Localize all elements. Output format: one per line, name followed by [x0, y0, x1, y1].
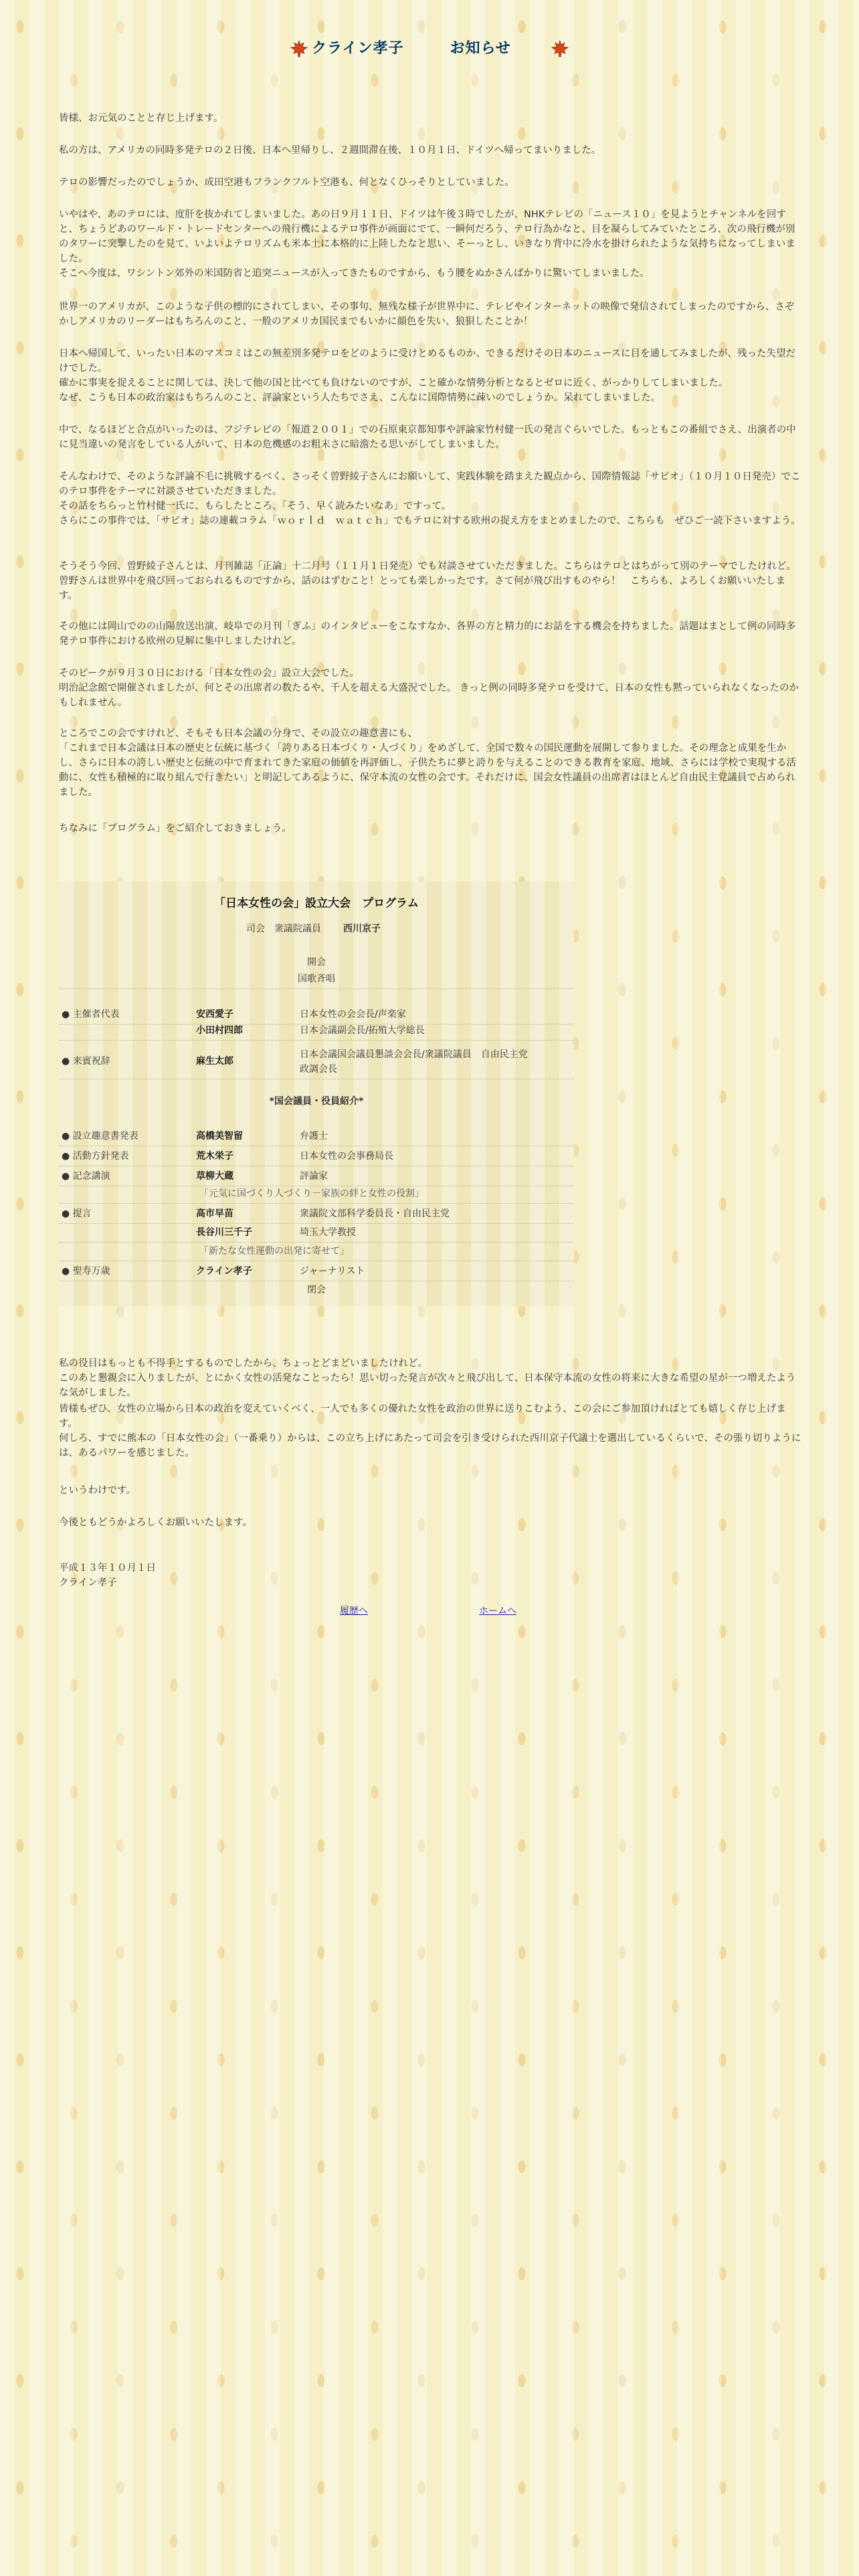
row-role: 弁護士 [300, 1131, 328, 1142]
program-row [59, 1186, 574, 1201]
row-role: 日本会議副会長/拓殖大学総長 [300, 1025, 425, 1036]
mc-name: 西川京子 [343, 924, 381, 934]
home-link[interactable]: ホームへ [479, 1606, 516, 1616]
date-line: 平成１３年１０月１日 [59, 1563, 156, 1574]
paragraph: 「これまで日本会議は日本の歴史と伝統に基づく「誇りある日本づくり・人づくり」をめざして、全国で数々の国民運動を展開して参りました。その理念と成果を生かし、さらに日本の誇しい歴史と伝統の中で育まれてきた家庭の価値を再評価し、子供たちに夢と誇りを与えることのできる教育を家庭、地域、さらには学校で実現する活動に、女性も積極的に取り組んで行きたい」と明記してあるように、保守本流の女性の会です。それだけに、国会女性議員の出席者はほとんど自由民主党議員で占められました。 [59, 743, 796, 798]
program-intro [59, 1094, 574, 1109]
program-row [59, 1225, 574, 1240]
maple-leaf-icon [290, 40, 308, 58]
opening-text: 開会 [307, 957, 326, 968]
anthem-text: 国歌斉唱 [298, 974, 335, 984]
paragraph: そんなわけで、そのような評論不毛に挑戦するべく、さっそく曽野綾子さんにお願いして、実践体験を踏まえた観点から、国際情報誌「サピオ」（１０月１０日発売）でこのテロ事件をテーマに対談させていただきました。 [59, 471, 801, 497]
paragraph: 日本へ帰国して、いったい日本のマスコミはこの無差別多発テロをどのように受けとめるものか、できるだけその日本のニュースに目を通してみましたが、残った失望だけでした。 [59, 348, 795, 374]
paragraph: 皆様もぜひ、女性の立場から日本の政治を変えていくべく、一人でも多くの優れた女性を政治の世界に送りこむよう、この会にご参加頂ければとても嬉しく存じ上げます。 [59, 1404, 786, 1429]
row-label: ● 聖寿万歳 [62, 1266, 110, 1277]
paragraph: いやはや、あのテロには、度肝を抜かれてしまいました。あの日９月１１日、ドイツは午後３時でしたが、NHKテレビの「ニュース１０」を見ようとチャンネルを回すと、ちょうどあのワールド・トレードセンターへの飛行機によるテロ事件が画面にでて、一瞬何だろう、テロ行為かなと、目を凝らしてみていたところ、次の飛行機が別のタワーに突撃したのを見て、いよいよテロリズムも米本土に本格的に上陸したなと思い、そーっとし、いきなり背中に冷水を掛けられたような気持ちになってしまいました。 [59, 209, 795, 264]
intro-text: *国会議員・役員紹介* [269, 1096, 364, 1107]
row-name: クライン孝子 [196, 1266, 252, 1277]
paragraph: 明治記念館で開催されましたが、何とその出席者の数たるや、千人を超える大盛況でした。 きっと例の同時多発テロを受けて、日本の女性も黙っていられなくなったのかもしれません。 [59, 683, 799, 708]
paragraph: その話をちらっと竹村健一氏に、もらしたところ、「そう、早く読みたいなあ」ですって。 [59, 501, 452, 512]
paragraph: さらにこの事件では、「サピオ」誌の連載コラム「ｗｏｒｌｄ ｗａｔｃｈ」でもテロに対する欧州の捉え方をまとめましたので、こちらも ぜひご一読下さいますよう。 [59, 516, 801, 526]
paragraph: 今後ともどうかよろしくお願いいたします。 [59, 1517, 252, 1528]
program-row [59, 1264, 574, 1279]
paragraph: 私の役目はもっとも不得手とするものでしたから、ちょっとどまどいましたけれど。 [59, 1358, 427, 1369]
row-name: 高橋美智留 [196, 1131, 243, 1142]
program-closing [59, 1283, 574, 1297]
program-mc-row [59, 922, 574, 936]
paragraph: 皆様、お元気のことと存じ上げます。 [59, 113, 223, 124]
row-name: 小田村四郎 [196, 1025, 243, 1036]
program-row [59, 1244, 574, 1259]
program-row [59, 1149, 574, 1164]
paragraph: このあと懇親会に入りましたが、とにかく女性の活発なことったら！思い切った発言が次々と飛び出して、日本保守本流の女性の将来に大きな希望の星が一つ増えたような気がしました。 [59, 1373, 796, 1398]
row-name: 高市早苗 [196, 1208, 233, 1219]
paragraph: ところでこの会ですけれど、そもそも日本会議の分身で、その設立の趣意書にも、 [59, 728, 418, 739]
row-role: 「元気に国づくり人づくり－家族の絆と女性の役割」 [199, 1188, 424, 1199]
row-label: ● 記念講演 [62, 1171, 110, 1182]
row-name: 麻生太郎 [196, 1056, 233, 1067]
row-role: 日本女性の会事務局長 [300, 1151, 393, 1162]
program-row [59, 1206, 574, 1221]
row-role: ジャーナリスト [300, 1266, 365, 1277]
closing-text: 閉会 [307, 1285, 326, 1295]
paragraph: その他には岡山でのの山陽放送出演、岐阜での月刊「ぎふ」のインタビューをこなすなか、各界の方と精力的にお話をする機会を持ちました。話題はまとして例の同時多発テロ事件における欧州の見解に集中しましたけれど。 [59, 621, 796, 647]
mc-label: 司会 衆議院議員 [246, 924, 321, 934]
paragraph: 何しろ、すでに熊本の「日本女性の会」（一番乗り）からは、この立ち上げにあたって司会を引き受けられた西川京子代議士を選出しているくらいで、その張り切りようには、あるパワーを感じました。 [59, 1433, 801, 1459]
row-role: 評論家 [300, 1171, 328, 1182]
paragraph: そのピークが９月３０日における「日本女性の会」設立大会でした。 [59, 668, 359, 679]
program-box [59, 881, 574, 1306]
paragraph: 世界一のアメリカが、このような子供の標的にされてしまい、その事句、無残な様子が世界中に、テレビやインターネットの映像で発信されてしまったのですから、さぞかしアメリカのリーダーはもちろんのこと、一般のアメリカ国民までもいかに顔色を失い、狼狽したことか！ [59, 302, 795, 327]
row-role: 埼玉大学教授 [300, 1227, 356, 1238]
row-label: ● 提言 [62, 1208, 92, 1219]
program-row [59, 1169, 574, 1184]
program-anthem [59, 972, 574, 986]
prev-link[interactable]: 履歴へ [340, 1606, 368, 1616]
row-role: 衆議院文部科学委員長・自由民主党 [300, 1208, 450, 1219]
program-row [59, 1062, 574, 1077]
row-label: ● 活動方針発表 [62, 1151, 129, 1162]
signature-line: クライン孝子 [59, 1578, 117, 1588]
row-name: 草柳大蔵 [196, 1171, 233, 1182]
program-row [59, 1007, 574, 1022]
paragraph: ちなみに「プログラム」をご紹介しておきましょう。 [59, 823, 292, 834]
row-name: 安西愛子 [196, 1009, 233, 1020]
row-role: 日本会議国会議員懇談会会長/衆議院議員 自由民主党 [300, 1049, 528, 1060]
row-role: 日本女性の会会長/声楽家 [300, 1009, 406, 1020]
row-label: ● 来賓祝辞 [62, 1056, 110, 1067]
program-opening [59, 955, 574, 970]
row-role: 「新たな女性運動の出発に寄せて」 [199, 1246, 349, 1257]
paragraph: そこへ今度は、ワシントン郊外の米国防省と追突ニュースが入ってきたものですから、もう腰をぬかさんばかりに驚いてしまいました。 [59, 268, 650, 279]
paragraph: 中で、なるほどと合点がいったのは、フジテレビの「報道２００１」での石原東京都知事や評論家竹村健一氏の発言ぐらいでした。もっともこの番組でさえ、出演者の中に見当違いの発言をしている人がいて、日本の危機感のお粗末さに暗澹たる思いがしてしまいました。 [59, 425, 796, 450]
row-name: 長谷川三千子 [196, 1227, 252, 1238]
paragraph: 私の方は、アメリカの同時多発テロの２日後、日本へ里帰りし、２週間滞在後、１０月１日、ドイツへ帰ってまいりました。 [59, 145, 601, 156]
page-title: クライン孝子 お知らせ [312, 40, 511, 57]
program-row [59, 1047, 574, 1067]
program-row [59, 1129, 574, 1144]
row-name: 荒木栄子 [196, 1151, 233, 1162]
row-label: ● 主催者代表 [62, 1009, 120, 1020]
paragraph: 確かに事実を捉えることに関しては、決して他の国と比べても負けないのですが、こと確かな情勢分析となるとゼロに近く、がっかりしてしまいました。 [59, 378, 729, 389]
maple-leaf-icon [551, 40, 569, 58]
row-role: 政調会長 [300, 1064, 337, 1075]
program-title: 「日本女性の会」設立大会 プログラム [214, 897, 419, 910]
paragraph: そうそう今回、曽野綾子さんとは、月刊雑誌「正論」十二月号（１１月１日発売）でも対談させていただきました。こちらはテロとはちがって別のテーマでしたけれど。曽野さんは世界中を飛び回っておられるものですから、話のはずむこと！とっても楽しかったです。さて何が飛び出すものやら！ こちらも、よろしくお願いいたします。 [59, 561, 796, 601]
page-title-row [0, 37, 859, 58]
paragraph: テロの影響だったのでしょうか、成田空港もフランクフルト空港も、何となくひっそりとしていました。 [59, 177, 514, 188]
program-row [59, 1023, 574, 1038]
paragraph: なぜ、こうも日本の政治家はもちろんのこと、評論家という人たちでさえ、こんなに国際情勢に疎いのでしょうか。呆れてしまいました。 [59, 393, 661, 403]
paragraph: というわけです。 [59, 1485, 136, 1496]
row-label: ● 設立趣意書発表 [62, 1131, 138, 1142]
